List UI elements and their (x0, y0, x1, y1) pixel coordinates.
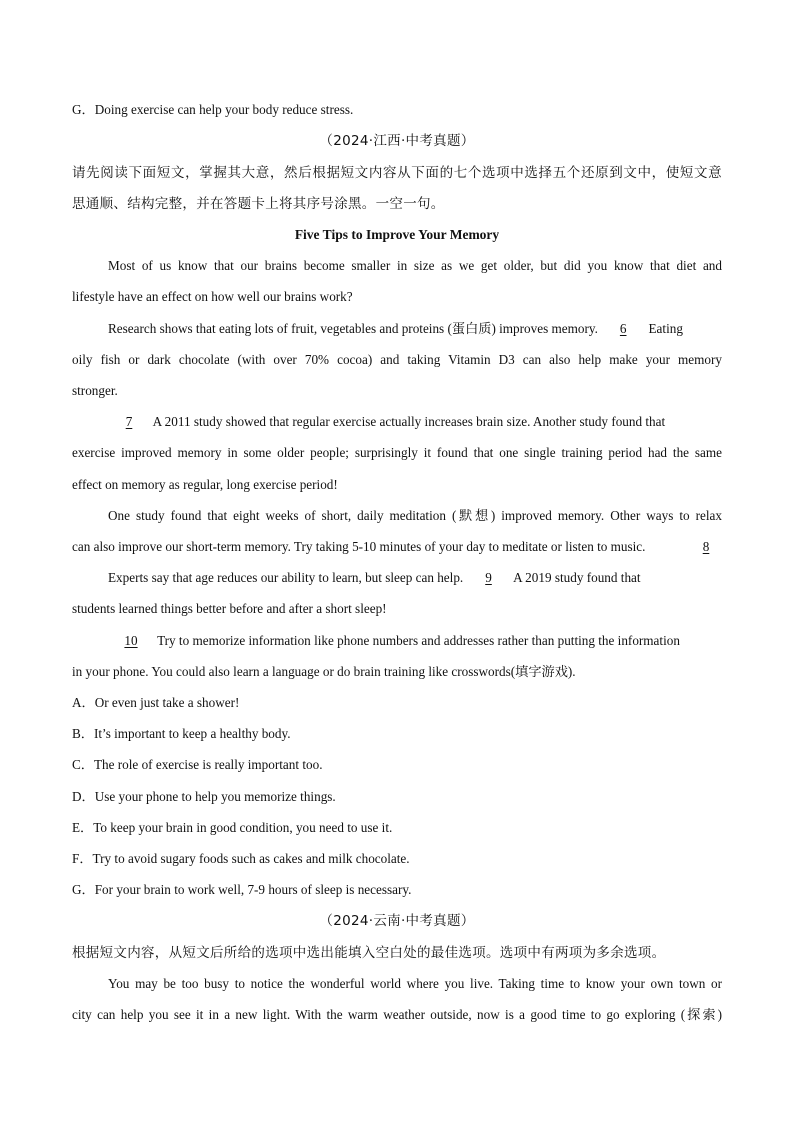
source-label: （2024·江西·中考真题） (319, 133, 475, 149)
passage-title: Five Tips to Improve Your Memory (294, 227, 500, 242)
paragraph-text: can also improve our short-term memory. Try taking 5-10 minutes of your day to meditate or listen to music. (72, 539, 646, 554)
option-text: Doing exercise can help your body reduce stress. (94, 102, 354, 117)
paragraph-text: Eating (648, 321, 683, 336)
instructions-line-1: 请先阅读下面短文，掌握其大意，然后根据短文内容从下面的七个选项中选择五个还原到文中，使短文意 (72, 165, 722, 181)
paragraph-3-line-1 (108, 413, 722, 431)
option-letter: G． (72, 102, 95, 117)
paragraph-3-line-3: effect on memory as regular, long exercise period! (72, 477, 338, 492)
option-text: It’s important to keep a healthy body. (93, 726, 291, 741)
option-g (72, 881, 722, 899)
paragraph-2-line-2: oily fish or dark chocolate (with over 70% cocoa) and taking Vitamin D3 can also help make your memory (72, 352, 722, 367)
option-d (72, 788, 722, 806)
paragraph-1-line-2: lifestyle have an effect on how well our brains work? (72, 289, 353, 304)
blank-8[interactable]: 8 (702, 539, 710, 554)
paragraph-text: Experts say that age reduces our ability to learn, but sleep can help. (108, 570, 464, 585)
option-letter: D． (72, 789, 95, 804)
source-label: （2024·云南·中考真题） (319, 913, 475, 929)
paragraph-4-line-2 (72, 538, 722, 556)
option-letter: E． (72, 820, 94, 835)
instructions-line-2: 思通顺、结构完整，并在答题卡上将其序号涂黑。一空一句。 (72, 196, 445, 212)
paragraph-text: A 2011 study showed that regular exercise actually increases brain size. Another study found that (152, 414, 666, 429)
option-letter: F． (72, 851, 93, 866)
blank-10[interactable]: 10 (124, 633, 138, 648)
option-g-previous (72, 101, 722, 119)
paragraph-3-line-2: exercise improved memory in some older people; surprisingly it found that one single training period had the same (72, 445, 722, 460)
option-b (72, 725, 722, 743)
paragraph-text: A 2019 study found that (513, 570, 641, 585)
option-f (72, 850, 722, 868)
paragraph-5-line-2: students learned things better before and after a short sleep! (72, 601, 387, 616)
paragraph-6-line-2: in your phone. You could also learn a language or do brain training like crosswords(填字游戏). (72, 664, 576, 679)
paragraph-line-1: You may be too busy to notice the wonderful world where you live. Taking time to know your own town or (108, 976, 722, 991)
paragraph-2-line-3: stronger. (72, 383, 118, 398)
paragraph-text: Try to memorize information like phone numbers and addresses rather than putting the information (157, 633, 680, 648)
option-text: Or even just take a shower! (94, 695, 240, 710)
paragraph-1-line-1: Most of us know that our brains become smaller in size as we get older, but did you know that diet and (108, 258, 722, 273)
blank-9[interactable]: 9 (485, 570, 492, 585)
option-text: The role of exercise is really important too. (93, 757, 323, 772)
option-a (72, 694, 722, 712)
option-text: To keep your brain in good condition, you need to use it. (93, 820, 393, 835)
option-c (72, 756, 722, 774)
option-letter: A． (72, 695, 95, 710)
paragraph-line-2: city can help you see it in a new light. With the warm weather outside, now is a good time to go exploring (探索) (72, 1007, 722, 1022)
instructions-line: 根据短文内容，从短文后所给的选项中选出能填入空白处的最佳选项。选项中有两项为多余选项。 (72, 945, 666, 961)
option-letter: B． (72, 726, 94, 741)
option-text: Use your phone to help you memorize things. (94, 789, 336, 804)
option-letter: G． (72, 882, 95, 897)
blank-7[interactable]: 7 (125, 414, 133, 429)
paragraph-2-line-1 (108, 320, 722, 338)
paragraph-5-line-1 (108, 569, 722, 587)
paragraph-text: Research shows that eating lots of fruit, vegetables and proteins (蛋白质) improves memory. (108, 321, 598, 336)
option-text: Try to avoid sugary foods such as cakes and milk chocolate. (92, 851, 410, 866)
option-text: For your brain to work well, 7-9 hours of sleep is necessary. (94, 882, 412, 897)
paragraph-4-line-1: One study found that eight weeks of short, daily meditation (默想) improved memory. Other ways to relax (108, 508, 722, 523)
option-e (72, 819, 722, 837)
paragraph-6-line-1 (108, 632, 722, 650)
blank-6[interactable]: 6 (619, 321, 627, 336)
option-letter: C． (72, 757, 94, 772)
